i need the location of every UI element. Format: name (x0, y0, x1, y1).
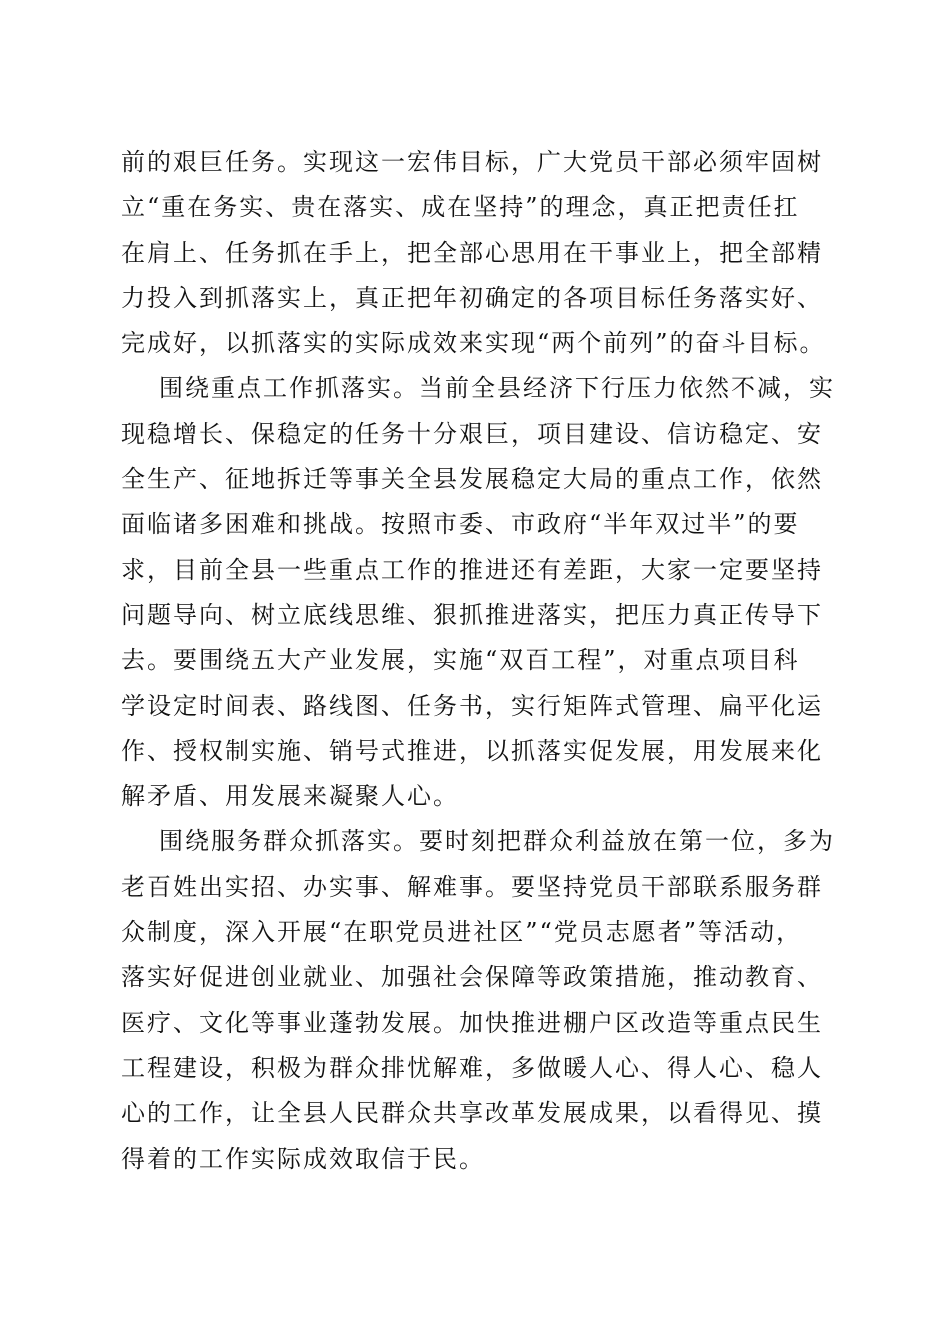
text-line: 前的艰巨任务。实现这一宏伟目标，广大党员干部必须牢固树 (121, 148, 823, 176)
text-line: 面临诸多困难和挑战。按照市委、市政府“半年双过半”的要 (121, 510, 800, 539)
text-line: 得着的工作实际成效取信于民。 (121, 1144, 485, 1173)
text-line: 解矛盾、用发展来凝聚人心。 (121, 782, 459, 811)
text-line: 去。要围绕五大产业发展，实施“双百工程”，对重点项目科 (121, 646, 800, 675)
body-text (121, 140, 835, 1182)
text-line: 医疗、文化等事业蓬勃发展。加快推进棚户区改造等重点民生 (121, 1008, 823, 1037)
paragraph-start-line: 围绕重点工作抓落实。当前全县经济下行压力依然不减，实 (159, 374, 835, 403)
text-line: 作、授权制实施、销号式推进，以抓落实促发展，用发展来化 (121, 736, 823, 765)
text-line: 老百姓出实招、办实事、解难事。要坚持党员干部联系服务群 (121, 872, 823, 901)
paragraph-start-line: 围绕服务群众抓落实。要时刻把群众利益放在第一位，多为 (159, 827, 835, 856)
text-line: 力投入到抓落实上，真正把年初确定的各项目标任务落实好、 (121, 283, 823, 312)
text-line: 求，目前全县一些重点工作的推进还有差距，大家一定要坚持 (121, 555, 823, 584)
text-line: 心的工作，让全县人民群众共享改革发展成果，以看得见、摸 (121, 1099, 823, 1128)
text-line: 全生产、征地拆迁等事关全县发展稳定大局的重点工作，依然 (121, 465, 823, 494)
text-line: 现稳增长、保稳定的任务十分艰巨，项目建设、信访稳定、安 (121, 419, 823, 448)
text-line: 学设定时间表、路线图、任务书，实行矩阵式管理、扁平化运 (121, 691, 823, 720)
text-line: 问题导向、树立底线思维、狠抓推进落实，把压力真正传导下 (121, 600, 823, 629)
text-line: 众制度，深入开展“在职党员进社区”“党员志愿者”等活动， (121, 918, 803, 947)
text-line: 工程建设，积极为群众排忧解难，多做暖人心、得人心、稳人 (121, 1053, 823, 1082)
text-line: 完成好，以抓落实的实际成效来实现“两个前列”的奋斗目标。 (121, 329, 826, 358)
text-line: 立“重在务实、贵在落实、成在坚持”的理念，真正把责任扛 (121, 193, 800, 222)
text-line: 落实好促进创业就业、加强社会保障等政策措施，推动教育、 (121, 963, 823, 992)
text-line: 在肩上、任务抓在手上，把全部心思用在干事业上，把全部精 (121, 238, 823, 267)
